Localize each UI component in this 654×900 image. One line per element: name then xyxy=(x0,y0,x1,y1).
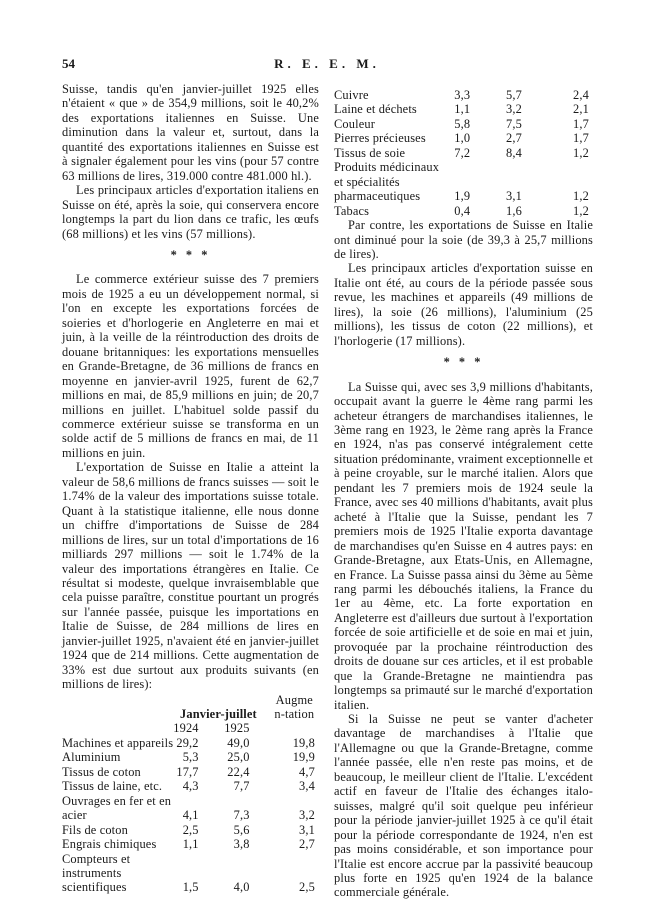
value-increase: 1,2 xyxy=(573,145,589,160)
table-row xyxy=(62,837,319,851)
value-1925: 49,0 xyxy=(227,735,250,750)
value-1924: 17,7 xyxy=(176,764,199,779)
value-1925: 3,8 xyxy=(233,837,250,852)
value-1925: 4,0 xyxy=(233,880,250,895)
header-period: Janvier-juillet xyxy=(180,707,257,722)
value-increase: 1,2 xyxy=(573,189,589,204)
value-1925: 25,0 xyxy=(227,750,250,765)
table-row xyxy=(334,117,593,131)
value-1925: 7,3 xyxy=(233,808,250,823)
header-1925: 1925 xyxy=(224,721,250,736)
value-increase: 2,1 xyxy=(573,102,589,117)
value-1925: 5,6 xyxy=(233,822,250,837)
value-1924: 5,3 xyxy=(182,750,199,765)
value-1924: 3,3 xyxy=(454,88,471,102)
right-column xyxy=(334,82,593,900)
value-1924: 1,5 xyxy=(182,880,199,895)
value-1925: 2,7 xyxy=(506,131,522,146)
table-row xyxy=(334,146,593,160)
table-row xyxy=(62,765,319,779)
value-1924: 1,0 xyxy=(454,131,471,146)
table-row xyxy=(334,160,593,203)
left-column xyxy=(62,82,319,895)
table-row xyxy=(334,102,593,116)
product-name: Tissus de coton xyxy=(62,764,141,779)
value-1925: 8,4 xyxy=(506,145,522,160)
value-increase: 2,4 xyxy=(573,88,589,102)
product-name: Compteurs et instruments scientifiques xyxy=(62,851,131,895)
product-name: Ouvrages en fer et en acier xyxy=(62,793,172,823)
value-1924: 1,1 xyxy=(454,102,471,117)
product-name: Machines et appareils xyxy=(62,735,174,750)
product-name: Tissus de soie xyxy=(334,145,406,160)
value-1925: 1,6 xyxy=(506,203,522,218)
value-increase: 2,5 xyxy=(299,880,315,895)
table-row xyxy=(62,852,319,895)
table-row xyxy=(62,736,319,750)
table-row xyxy=(334,88,593,102)
value-increase: 2,7 xyxy=(299,837,315,852)
header-1924: 1924 xyxy=(173,721,199,736)
table-row xyxy=(62,750,319,764)
product-name: Aluminium xyxy=(62,750,121,765)
paragraph: Si la Suisse ne peut se vanter d'acheter davantage de marchandises à l'Italie que l'Allemagne ou que la Grande-Bretagne, comme l'année passée, elle n'en reste pas moins, et de beaucoup, le meilleur client de l'Italie. L'excédent actif en faveur de l'Italie des échanges italo-suisses, malgré qu'il soit quelque peu inférieur pour la période janvier-juillet 1925 à ce qu'il était pour la période correspondante de 1924, n'en est pas moins considérable, et son importance pour l'Italie est encore accrue par la passivité beaucoup plus forte en 1925 qu'en 1924 de la balance commerciale générale. xyxy=(334,712,593,900)
value-increase: 3,4 xyxy=(299,779,315,794)
paragraph: Le commerce extérieur suisse des 7 premiers mois de 1925 a eu un développement normal, si l'on en excepte les exportations forcées de soieries et d'horlogerie en Angleterre en mai et juin, à la veille de la réintroduction des droits de douane britanniques: les exportations mensuelles en Grande-Bretagne, de 36 millions de francs en moyenne en janvier-avril 1925, furent de 62,7 millions en mai, de 85,9 millions en juin; de 20,7 millions en juillet. L'habituel solde passif du commerce extérieur suisse se transforma en un solde actif de 5 millions de francs en mai, de 11 millions en juin. xyxy=(62,272,319,460)
table-row xyxy=(62,823,319,837)
paragraph: L'exportation de Suisse en Italie a atteint la valeur de 58,6 millions de francs suisses — soit le 1.74% de la valeur des importations suisse totale. Quant à la statistique italienne, elle nous donne un chiffre d'importations de Suisse de 284 millions de lires, sur un total d'importations de 16 milliards 297 millions — soit le 1.74% de la valeur des importations étrangères en Italie. Ce résultat si modeste, quelque invraisemblable que cela puisse paraître, constitue pourtant un progrés sur l'année passée, puisque les importations en Italie de Suisse, de 284 millions de lires en janvier-juillet 1925, n'avaient été en janvier-juillet 1924 que de 214 millions. Cette augmentation de 33% est due surtout aux produits suivants (en millions de lires): xyxy=(62,460,319,692)
section-separator: * * * xyxy=(443,355,484,370)
value-increase: 19,9 xyxy=(292,750,315,765)
product-name: Fils de coton xyxy=(62,822,128,837)
product-name: Pierres précieuses xyxy=(334,131,426,146)
paragraph: Par contre, les exportations de Suisse en Italie ont diminué pour la soie (de 39,3 à 25,7 millions de lires). xyxy=(334,218,593,261)
product-name: Couleur xyxy=(334,116,375,131)
value-1925: 3,1 xyxy=(506,189,522,204)
value-increase: 4,7 xyxy=(299,764,315,779)
value-1925: 3,2 xyxy=(506,102,522,117)
product-name: Laine et déchets xyxy=(334,102,417,117)
table-row xyxy=(62,779,319,793)
paragraph: Suisse, tandis qu'en janvier-juillet 1925 elles n'étaient « que » de 354,9 millions, soit le 40,2% des exportations italiennes en Suisse. Une diminution dans la valeur et, surtout, dans la quantité des exportations italiennes en Suisse est à signaler également pour les vins (pour 57 contre 63 millions de lires, 319.000 contre 481.000 hl.). xyxy=(62,82,319,183)
value-1924: 1,1 xyxy=(182,837,199,852)
header-increase: Augmen-tation xyxy=(274,692,315,722)
table-row xyxy=(62,794,319,823)
value-1924: 2,5 xyxy=(182,822,199,837)
value-increase: 3,1 xyxy=(299,822,315,837)
table-subheader xyxy=(62,721,319,735)
value-1924: 5,8 xyxy=(454,116,471,131)
value-1925: 22,4 xyxy=(227,764,250,779)
value-1924: 4,3 xyxy=(182,779,199,794)
section-separator: * * * xyxy=(170,247,211,262)
value-increase: 1,7 xyxy=(573,131,589,146)
value-1924: 7,2 xyxy=(454,145,471,160)
value-1924: 0,4 xyxy=(454,203,471,218)
value-increase: 3,2 xyxy=(299,808,315,823)
value-1924: 1,9 xyxy=(454,189,471,204)
value-increase: 1,7 xyxy=(573,116,589,131)
table-row xyxy=(334,204,593,218)
page-number: 54 xyxy=(62,56,75,71)
imports-table-continued xyxy=(334,88,593,218)
value-1924: 4,1 xyxy=(182,808,199,823)
imports-table xyxy=(62,693,319,895)
product-name: Cuivre xyxy=(334,88,369,102)
product-name: Engrais chimiques xyxy=(62,837,157,852)
value-1925: 7,7 xyxy=(233,779,250,794)
product-name: Tabacs xyxy=(334,203,370,218)
value-1924: 29,2 xyxy=(176,735,199,750)
paragraph: Les principaux articles d'exportation italiens en Suisse on été, après la soie, qui conservera encore longtemps la part du lion dans ce trafic, les œufs (68 millions) et les vins (57 millions). xyxy=(62,183,319,241)
value-increase: 19,8 xyxy=(292,735,315,750)
paragraph: La Suisse qui, avec ses 3,9 millions d'habitants, occupait avant la guerre le 4ème rang parmi les acheteur étrangers de marchandises italiennes, le 3ème rang en 1923, le 2ème rang après la France en 1924, n'as pas conservé intégralement cette situation prédominante, vraiment exceptionnelle et à peine croyable, sur le marché italien. Alors que pendant les 7 premiers mois de 1924 seule la France, avec ses 40 millions d'habitants, avait plus acheté à l'Italie que la Suisse, pendant les 7 premiers mois de 1925 l'Italie exporta davantage de marchandises qu'en Suisse en 4 autres pays: en Grande-Bretagne, aux Etats-Unis, en Allemagne, en France. La Suisse passa ainsi du 3ème au 5ème rang parmi les débouchés italiens, la France du 1er au 4ème, etc. La forte exportation en Angleterre est d'ailleurs due surtout à l'exportation forcée de soie artificielle et de soie en mai et juin, provoquée par la prochaine réintroduction des droits de douane sur ces articles, et il est probable que la Grande-Bretagne ne maintiendra pas longtemps sa primauté sur le marché d'exportation italien. xyxy=(334,379,594,712)
value-1925: 5,7 xyxy=(506,88,522,102)
value-1925: 7,5 xyxy=(506,116,522,131)
product-name: Tissus de laine, etc. xyxy=(62,779,163,794)
running-header: R. E. E. M. xyxy=(274,56,380,71)
paragraph: Les principaux articles d'exportation suisse en Italie ont été, au cours de la période passée sous revue, les machines et appareils (49 millions de lires), la soie (26 millions), l'aluminium (25 millions), les tissus de coton (22 millions), et l'horlogerie (17 millions). xyxy=(334,261,593,348)
product-name: Produits médicinaux et spécialités pharmaceutiques xyxy=(334,160,440,204)
value-increase: 1,2 xyxy=(573,203,589,218)
table-row xyxy=(334,131,593,145)
